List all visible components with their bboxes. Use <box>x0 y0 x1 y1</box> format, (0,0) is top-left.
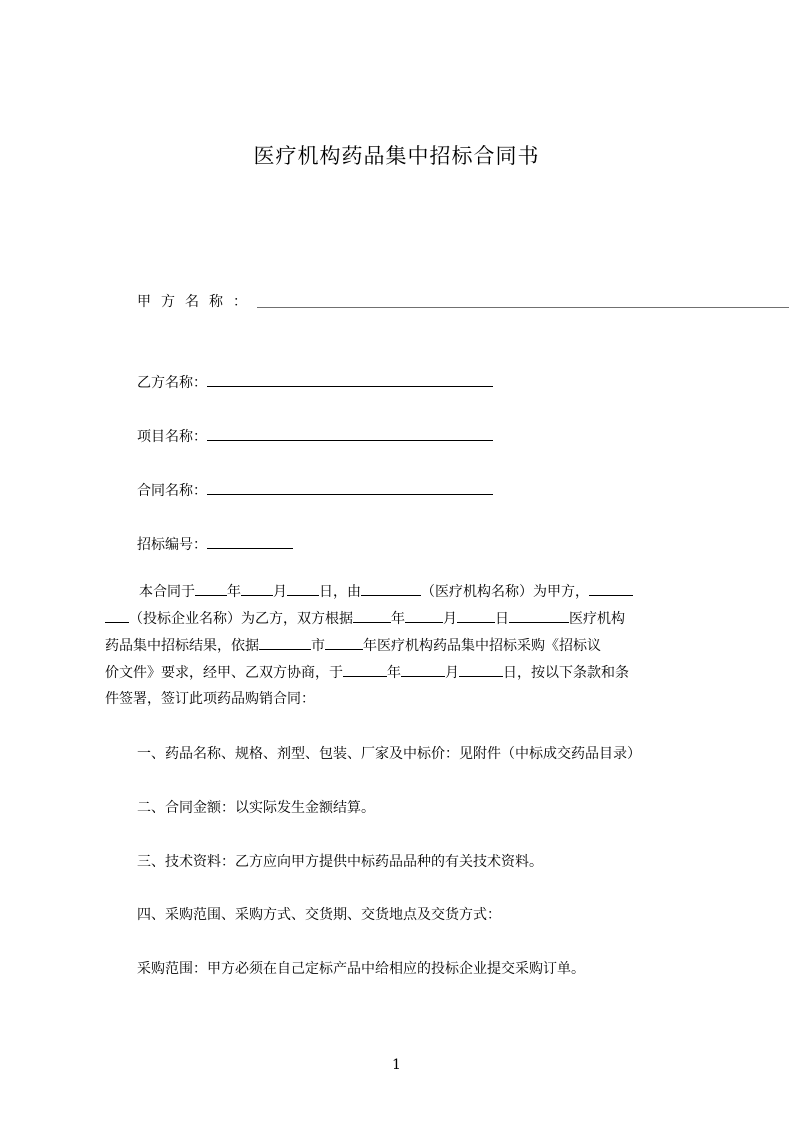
blank[interactable] <box>457 605 495 623</box>
party-b-line <box>137 369 493 393</box>
clause-1: 一、药品名称、规格、剂型、包装、厂家及中标价：见附件（中标成交药品目录） <box>137 746 641 762</box>
party-b-blank[interactable] <box>207 369 493 387</box>
blank[interactable] <box>343 659 387 677</box>
clause-4: 四、采购范围、采购方式、交货期、交货地点及交货方式： <box>137 907 501 923</box>
party-a-blank[interactable]: ＿＿＿＿＿＿＿＿＿＿＿＿＿＿＿＿＿＿＿＿＿＿＿＿＿＿＿＿＿＿＿＿＿＿＿＿＿＿ <box>257 294 789 310</box>
intro-line-4: 价文件》要求，经甲、乙双方协商，于 年 月 日，按以下条款和条 <box>105 659 701 686</box>
clause-2: 二、合同金额：以实际发生金额结算。 <box>137 800 375 816</box>
blank[interactable] <box>401 659 445 677</box>
tender-no-label: 招标编号： <box>137 537 207 553</box>
blank[interactable] <box>259 632 311 650</box>
clause-3: 三、技术资料：乙方应向甲方提供中标药品品种的有关技术资料。 <box>137 854 543 870</box>
party-a-line <box>137 290 789 314</box>
blank[interactable] <box>405 605 443 623</box>
blank[interactable] <box>353 605 391 623</box>
tender-no-line <box>137 531 293 555</box>
procurement-scope: 采购范围：甲方必须在自己定标产品中给相应的投标企业提交采购订单。 <box>137 961 585 977</box>
document-title: 医疗机构药品集中招标合同书 <box>253 144 540 168</box>
project-label: 项目名称： <box>137 429 207 445</box>
blank[interactable] <box>361 578 421 596</box>
intro-line-2: （投标企业名称）为乙方，双方根据 年 月 日 医疗机构 <box>105 605 701 632</box>
blank[interactable] <box>195 578 227 596</box>
page-number: 1 <box>392 1057 401 1073</box>
blank[interactable] <box>589 578 633 596</box>
blank[interactable] <box>287 578 319 596</box>
blank[interactable] <box>509 605 569 623</box>
blank[interactable] <box>105 605 129 623</box>
intro-paragraph <box>105 578 701 713</box>
party-a-label: 甲方名称： <box>137 294 257 310</box>
party-b-label: 乙方名称： <box>137 375 207 391</box>
blank[interactable] <box>459 659 503 677</box>
project-line <box>137 423 493 447</box>
contract-label: 合同名称： <box>137 483 207 499</box>
intro-line-5: 件签署，签订此项药品购销合同： <box>105 691 315 707</box>
intro-line-1: 本合同于 年 月 日，由 （医疗机构名称）为甲方， <box>105 578 701 605</box>
contract-line <box>137 477 493 501</box>
tender-no-blank[interactable] <box>207 531 293 549</box>
blank[interactable] <box>325 632 363 650</box>
project-blank[interactable] <box>207 423 493 441</box>
contract-blank[interactable] <box>207 477 493 495</box>
blank[interactable] <box>241 578 273 596</box>
intro-line-3: 药品集中招标结果，依据 市 年医疗机构药品集中招标采购《招标议 <box>105 632 701 659</box>
